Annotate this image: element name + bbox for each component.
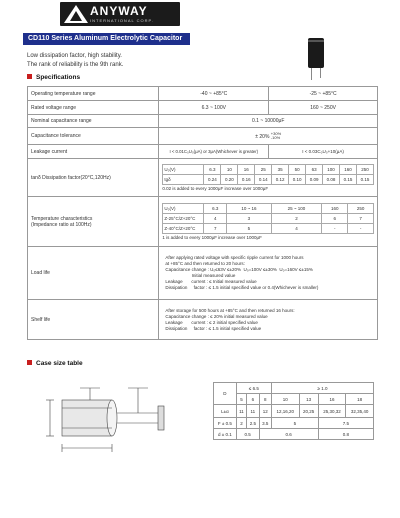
shelf-life-line: Capacitance change : ≤ 20% initial measured value — [165, 313, 268, 319]
case-lead-spacing-value: 2.5 — [247, 418, 259, 429]
temperature-voltage-row — [163, 203, 374, 213]
case-diameter: 13 — [299, 394, 318, 405]
case-length-value: 11 — [247, 405, 259, 418]
case-diameter: 5 — [236, 394, 246, 405]
temperature-z40-row — [163, 223, 374, 233]
dissipation-label: tanδ Dissipation factor(20°C,120Hz) — [28, 159, 159, 197]
dissipation-value: 0.15 — [356, 174, 373, 184]
temp-voltage: 6.3 — [204, 203, 227, 213]
leakage-label: Leakage current — [28, 145, 159, 159]
temperature-table — [162, 203, 374, 234]
temp-z40-value: - — [348, 223, 374, 233]
spec-row-dissipation — [28, 159, 378, 197]
case-lead-spacing-value: 3.5 — [259, 418, 271, 429]
temp-voltage: 25 ~ 100 — [271, 203, 322, 213]
series-title: CD110 Series Aluminum Electrolytic Capacitor — [23, 33, 190, 45]
op-temp-value-1: -40 ~ +85°C — [159, 87, 269, 101]
temp-z25-value: 4 — [204, 213, 227, 223]
spec-row-shelf-life — [28, 300, 378, 340]
temperature-label — [28, 197, 159, 247]
load-life-line: Initial measured value — [165, 273, 236, 278]
temp-z25-value: 6 — [322, 213, 348, 223]
case-length-label: L±α — [214, 405, 237, 418]
dissipation-value: 0.20 — [221, 174, 238, 184]
case-size-heading-text: Case size table — [36, 360, 83, 367]
load-life-line: Dissipation factor : ≤ 1.5 initial specified value or 0.4(Whichever is smaller) — [165, 285, 319, 290]
dissipation-value: 0.15 — [340, 174, 357, 184]
load-life-description — [159, 247, 378, 300]
dissipation-voltage: 6.3 — [204, 164, 221, 174]
case-lead-diameter-label: d ± 0.1 — [214, 429, 237, 440]
dissipation-voltage: 160 — [340, 164, 357, 174]
temp-z25-label: Z-25°C/Z+20°C — [163, 213, 204, 223]
dissipation-voltage: 250 — [356, 164, 373, 174]
temperature-label-1: Temperature characteristics — [31, 215, 93, 222]
load-life-label: Load life — [28, 247, 159, 300]
load-life-line: After applying rated voltage with specific ripple current for 1000 hours — [165, 255, 304, 260]
dissipation-cell — [159, 159, 378, 197]
case-lead-spacing-value: 5 — [271, 418, 318, 429]
cap-tol-range — [271, 132, 281, 141]
temp-z40-value: - — [322, 223, 348, 233]
dissipation-table — [162, 164, 374, 185]
brand-name: ANYWAY — [90, 4, 148, 18]
case-size-heading — [27, 360, 83, 368]
dissipation-value: 0.08 — [323, 174, 340, 184]
temp-z25-value: 7 — [348, 213, 374, 223]
case-diameter: 8 — [259, 394, 271, 405]
temp-z40-value: 5 — [227, 223, 272, 233]
shelf-life-line: Leakage current : ≤ 2 initial specified value — [165, 319, 258, 325]
cap-tol-value — [159, 128, 378, 145]
dissipation-u-label: U₀(V) — [163, 164, 204, 174]
case-diameter: 10 — [271, 394, 299, 405]
case-corner: D — [214, 383, 237, 405]
case-length-row — [214, 405, 374, 418]
dissipation-voltage-row — [163, 164, 374, 174]
cap-tol-plus: +30% — [270, 130, 282, 136]
temp-z25-value: 3 — [227, 213, 272, 223]
op-temp-label: Operating temperature range — [28, 87, 159, 101]
dissipation-value: 0.10 — [289, 174, 306, 184]
dissipation-voltage: 50 — [289, 164, 306, 174]
spec-row-rated-voltage — [28, 101, 378, 115]
temperature-cell — [159, 197, 378, 247]
dissipation-note: 0.02 is added to every 1000μF increase over 1000μF — [162, 185, 269, 191]
case-lead-spacing-value: 2 — [236, 418, 246, 429]
case-lead-diameter-value: 0.8 — [318, 429, 373, 440]
dissipation-tg-row — [163, 174, 374, 184]
cap-tol-minus: -10% — [270, 135, 281, 140]
temp-voltage: 10 ~ 16 — [227, 203, 272, 213]
section-bullet-icon — [27, 74, 32, 79]
temp-voltage: 250 — [348, 203, 374, 213]
case-lead-diameter-row — [214, 429, 374, 440]
temperature-z25-row — [163, 213, 374, 223]
capacitor-image — [305, 38, 327, 80]
leakage-value-2: I < 0.03C₀U₀+10(μA) — [269, 145, 378, 159]
nominal-cap-label: Nominal capacitance range — [28, 115, 159, 128]
case-diameter: 18 — [346, 394, 374, 405]
rated-voltage-value-1: 6.3 ~ 100V — [159, 101, 269, 115]
triangle-logo-icon — [64, 5, 88, 23]
feature-line-1: Low dissipation factor, high stability. — [27, 53, 122, 59]
case-group-small: ≤ 6.5 — [236, 383, 271, 394]
shelf-life-line: Dissipation factor : ≤ 1.5 initial specified value — [165, 325, 262, 331]
case-length-value: 12 — [259, 405, 271, 418]
case-group-large: ≥ 1.0 — [271, 383, 373, 394]
feature-line-2: The rank of reliability is the 9th rank. — [27, 62, 124, 68]
dissipation-voltage: 35 — [272, 164, 289, 174]
temp-z40-label: Z-40°C/Z+20°C — [163, 223, 204, 233]
rated-voltage-label: Rated voltage range — [28, 101, 159, 115]
case-lead-spacing-row — [214, 418, 374, 429]
case-lead-spacing-value: 7.5 — [318, 418, 373, 429]
dissipation-voltage: 16 — [238, 164, 255, 174]
dissipation-value: 0.24 — [204, 174, 221, 184]
case-length-value: 11 — [236, 405, 246, 418]
brand-logo — [60, 2, 180, 26]
case-length-value: 25,30,32 — [318, 405, 346, 418]
shelf-life-line: After storage for 500 hours at +85°C and then returned 16 hours: — [165, 307, 295, 313]
temp-voltage: 160 — [322, 203, 348, 213]
specifications-table — [27, 86, 378, 340]
case-diameter: 6 — [247, 394, 259, 405]
dissipation-voltage: 100 — [323, 164, 340, 174]
temperature-note: 1 is added to every 1000μF increase over 1000μF — [162, 234, 262, 240]
nominal-cap-value: 0.1 ~ 10000μF — [159, 115, 378, 128]
shelf-life-label: Shelf life — [28, 300, 159, 340]
case-size-table — [213, 382, 374, 440]
temp-z40-value: 4 — [271, 223, 322, 233]
spec-row-cap-tolerance — [28, 128, 378, 145]
case-lead-spacing-label: F ± 0.5 — [214, 418, 237, 429]
spec-row-leakage — [28, 145, 378, 159]
brand-tagline: INTERNATIONAL CORP. — [90, 18, 154, 23]
dissipation-value: 0.14 — [255, 174, 272, 184]
spec-row-temperature — [28, 197, 378, 247]
rated-voltage-value-2: 160 ~ 250V — [269, 101, 378, 115]
spec-row-operating-temp — [28, 87, 378, 101]
case-dimension-drawing — [40, 378, 180, 468]
dissipation-value: 0.09 — [306, 174, 323, 184]
case-diameter-row — [214, 394, 374, 405]
temp-z40-value: 7 — [204, 223, 227, 233]
load-life-line: at +85°C and then returned to 20 hours: — [165, 261, 245, 266]
temp-z25-value: 2 — [271, 213, 322, 223]
case-lead-diameter-value: 0.6 — [259, 429, 318, 440]
case-diameter: 16 — [318, 394, 346, 405]
case-lead-diameter-value: 0.5 — [236, 429, 259, 440]
leakage-value-1: I < 0.01C₀U₀(μA) or 3μA(Whichever is greater) — [159, 145, 269, 159]
case-length-value: 12,16,20 — [271, 405, 299, 418]
dissipation-voltage: 25 — [255, 164, 272, 174]
temperature-label-2: (Impedance ratio at 100Hz) — [31, 221, 92, 228]
cap-tol-label: Capacitance tolerance — [28, 128, 159, 145]
cap-tol-main: ± 20% — [255, 133, 270, 140]
temp-u-label: U₀(V) — [163, 203, 204, 213]
case-length-value: 32,35,40 — [346, 405, 374, 418]
shelf-life-description — [159, 300, 378, 340]
specifications-heading — [27, 74, 80, 82]
op-temp-value-2: -25 ~ +85°C — [269, 87, 378, 101]
case-length-value: 20,25 — [299, 405, 318, 418]
specifications-heading-text: Specifications — [36, 74, 81, 81]
dissipation-value: 0.12 — [272, 174, 289, 184]
spec-row-load-life — [28, 247, 378, 300]
dissipation-value: 0.16 — [238, 174, 255, 184]
section-bullet-icon — [27, 360, 32, 365]
spec-row-nominal-capacitance — [28, 115, 378, 128]
case-header-row — [214, 383, 374, 394]
dissipation-voltage: 10 — [221, 164, 238, 174]
dissipation-tg-label: tgδ — [163, 174, 204, 184]
load-life-line: Leakage current : ≤ Initial measured value — [165, 279, 257, 284]
load-life-line: Capacitance change : U₀≤63V ≤±20% U₀=100V ≤±30% U₀=160V ≤±15% — [165, 267, 313, 272]
dissipation-voltage: 63 — [306, 164, 323, 174]
